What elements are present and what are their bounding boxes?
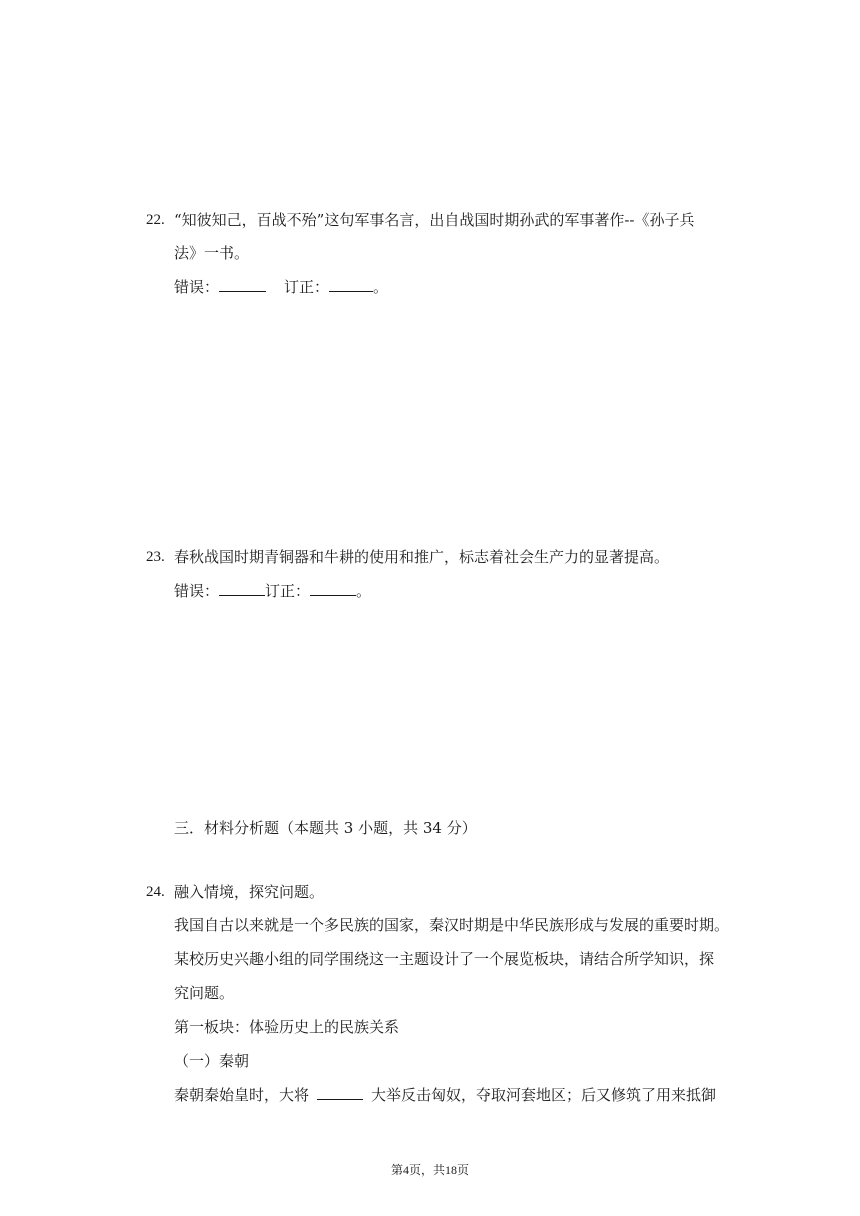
general-name-blank[interactable] [317,1085,363,1100]
footer-page-number: 4 [402,1163,409,1177]
footer-prefix: 第 [390,1163,403,1177]
question-24-text-line-3: 某校历史兴趣小组的同学围绕这一主题设计了一个展览板块，请结合所学知识，探 [174,950,715,968]
question-23-number: 23. [146,549,165,565]
question-24-text-line-4: 究问题。 [174,984,235,1002]
footer-total-pages: 18 [445,1163,457,1177]
question-22-answer-line [174,277,388,297]
question-24-text-line-1: 融入情境，探究问题。 [174,883,325,901]
question-24-text-line-7 [174,1085,716,1105]
footer-suffix: 页 [457,1163,470,1177]
line-7-prefix: 秦朝秦始皇时，大将 [174,1086,310,1104]
end-mark: 。 [373,278,389,296]
question-24-text-line-5: 第一板块：体验历史上的民族关系 [174,1018,400,1036]
fix-blank[interactable] [329,277,373,292]
question-22-text-line-2: 法》一书。 [174,244,250,262]
question-22-number: 22. [146,212,165,228]
fix-blank[interactable] [310,581,356,596]
fix-label: 订正： [284,278,330,296]
end-mark: 。 [356,582,372,600]
error-blank[interactable] [219,277,266,292]
error-label: 错误： [174,278,220,296]
error-label: 错误： [174,582,220,600]
line-7-suffix: 大举反击匈奴，夺取河套地区；后又修筑了用来抵御 [371,1086,717,1104]
question-23-text-line-1: 春秋战国时期青铜器和牛耕的使用和推广，标志着社会生产力的显著提高。 [174,548,670,566]
error-blank[interactable] [219,581,265,596]
section-3-title: 三．材料分析题（本题共 3 小题，共 34 分） [174,819,477,837]
question-24-text-line-2: 我国自古以来就是一个多民族的国家，秦汉时期是中华民族形成与发展的重要时期。 [174,916,730,934]
fix-label: 订正： [265,582,311,600]
page-footer [0,1162,860,1178]
question-23-answer-line [174,581,371,601]
question-22-text-line-1: “知彼知己，百战不殆”这句军事名言，出自战国时期孙武的军事著作--《孙子兵 [174,211,695,229]
footer-middle: 页，共 [408,1163,445,1177]
question-24-text-line-6: （一）秦朝 [174,1052,250,1070]
question-24-number: 24. [146,884,165,900]
